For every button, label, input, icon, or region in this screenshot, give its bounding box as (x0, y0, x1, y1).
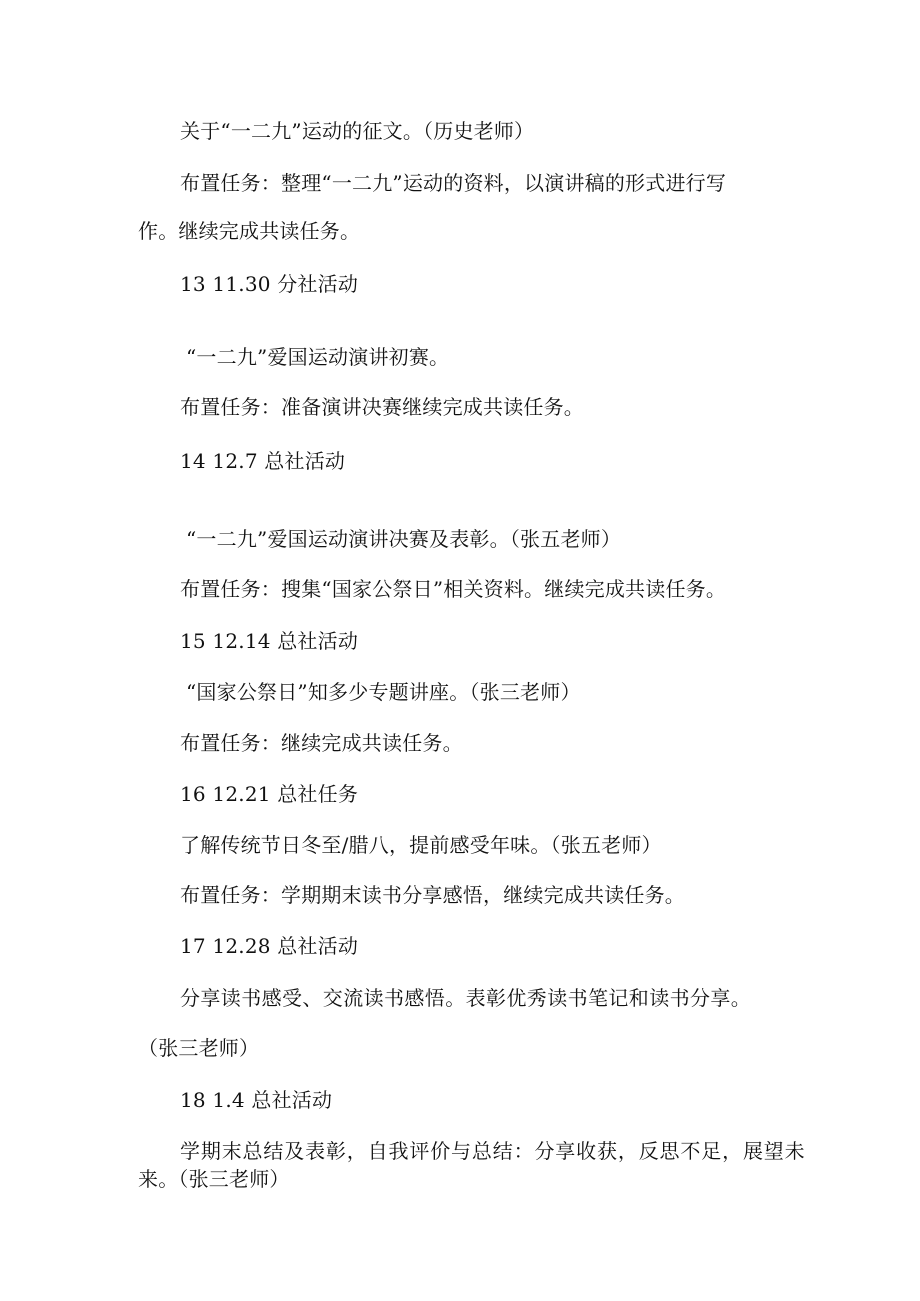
paragraph-term-summary: 学期末总结及表彰，自我评价与总结：分享收获，反思不足，展望未 (180, 1139, 806, 1163)
session-heading-13: 13 11.30 分社活动 (180, 272, 359, 296)
paragraph-reading-sharing: 分享读书感受、交流读书感悟。表彰优秀读书笔记和读书分享。 (180, 986, 752, 1010)
paragraph-speech-preliminary: “一二九”爱国运动演讲初赛。 (186, 345, 450, 369)
paragraph-task-memorial-day: 布置任务：搜集“国家公祭日”相关资料。继续完成共读任务。 (180, 577, 727, 601)
paragraph-task-organize-materials-cont: 作。继续完成共读任务。 (138, 219, 361, 243)
paragraph-speech-final: “一二九”爱国运动演讲决赛及表彰。（张五老师） (186, 527, 622, 551)
paragraph-task-term-sharing: 布置任务：学期期末读书分享感悟，继续完成共读任务。 (180, 883, 685, 907)
session-heading-16: 16 12.21 总社任务 (180, 782, 359, 806)
paragraph-task-prepare-final: 布置任务：准备演讲决赛继续完成共读任务。 (180, 395, 584, 419)
paragraph-traditional-festivals: 了解传统节日冬至/腊八，提前感受年味。（张五老师） (180, 833, 662, 857)
paragraph-task-continue-reading: 布置任务：继续完成共读任务。 (180, 731, 463, 755)
session-heading-15: 15 12.14 总社活动 (180, 629, 359, 653)
paragraph-memorial-lecture: “国家公祭日”知多少专题讲座。（张三老师） (186, 680, 581, 704)
paragraph-reading-sharing-teacher: （张三老师） (138, 1036, 260, 1060)
paragraph-task-organize-materials: 布置任务：整理“一二九”运动的资料，以演讲稿的形式进行写 (180, 171, 727, 195)
paragraph-essay-contest: 关于“一二九”运动的征文。（历史老师） (180, 119, 535, 143)
session-heading-17: 17 12.28 总社活动 (180, 934, 359, 958)
session-heading-14: 14 12.7 总社活动 (180, 449, 346, 473)
paragraph-term-summary-cont: 来。（张三老师） (138, 1167, 290, 1191)
session-heading-18: 18 1.4 总社活动 (180, 1088, 333, 1112)
